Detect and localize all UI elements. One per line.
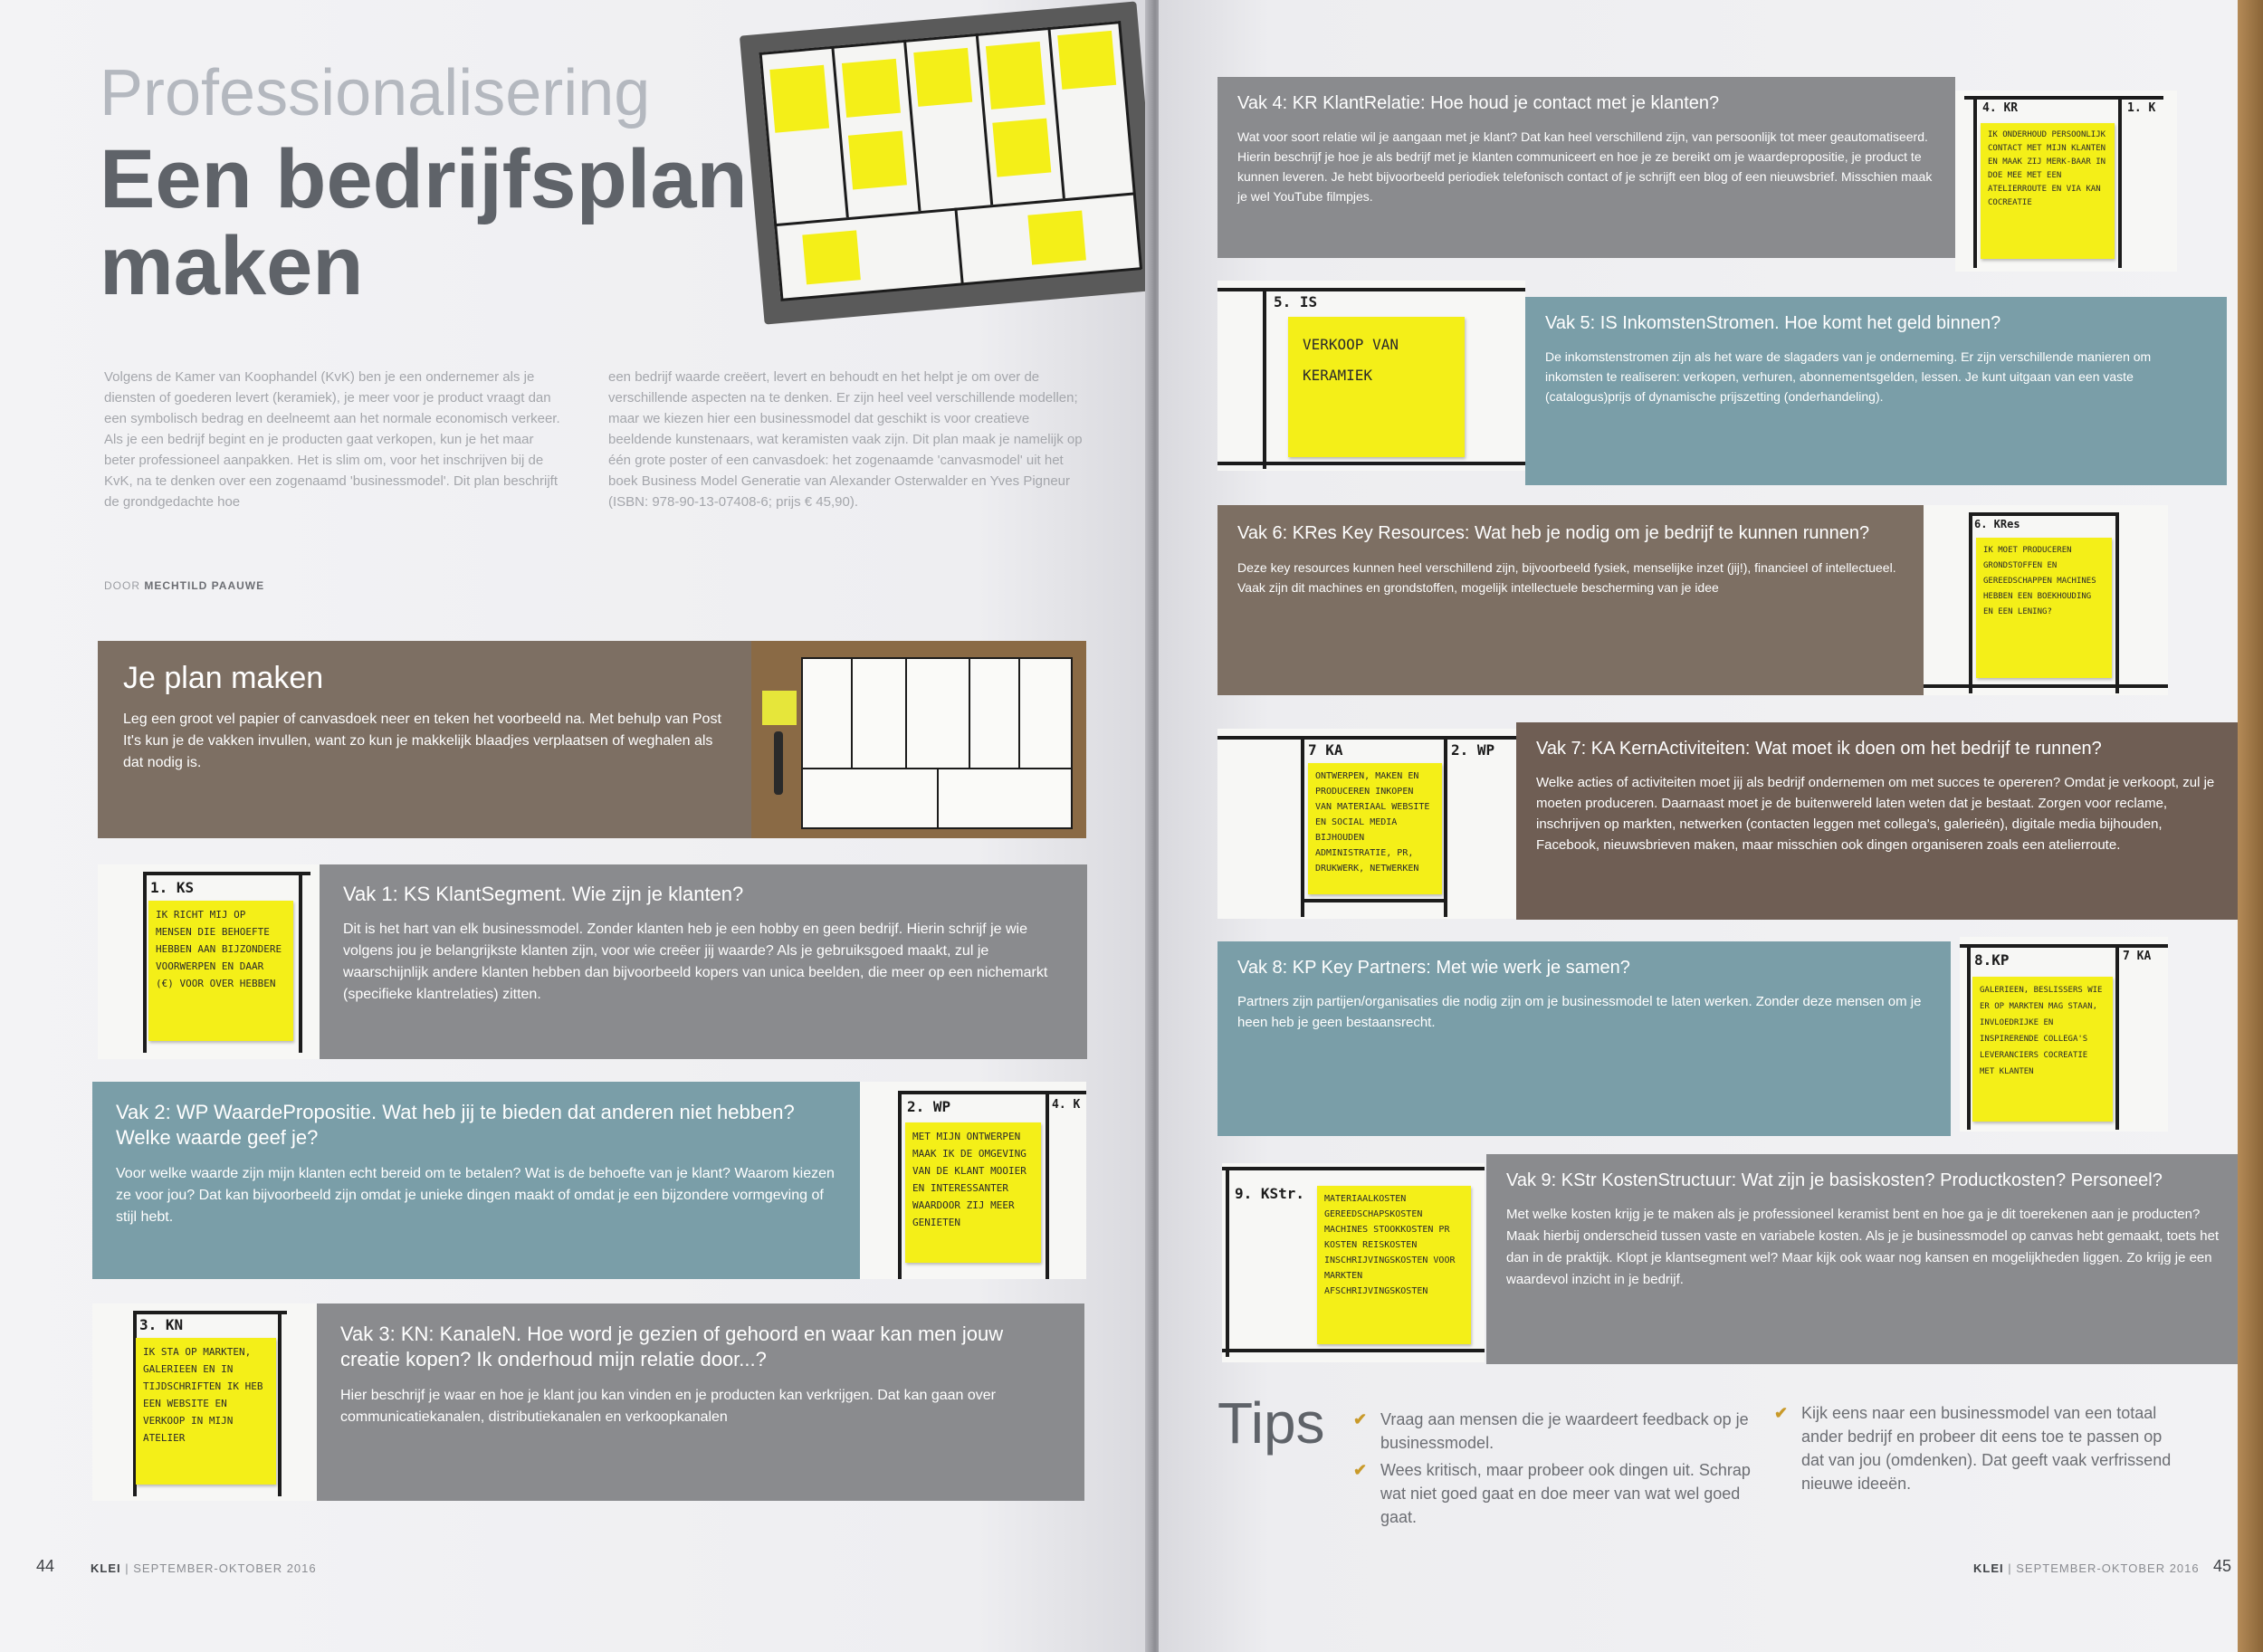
right-page [1159, 0, 2263, 1652]
vak1-box [320, 864, 1087, 1059]
checkmark-icon: ✔ [1353, 1461, 1368, 1479]
vak4-text: Wat voor soort relatie wil je aangaan met je klant? Dat kan heel verschillend zijn, van persoonlijk tot meer geautomatiseerd. Hierin beschrijf je hoe je als bedrijf met je klanten communiceert en hoe je ze bereikt om je waardepropositie, je product te kunnen leveren. Je hebt bijvoorbeeld periodiek telefonisch contact of je schrijft een blog of een nieuwsbrief. Misschien maak je wel YouTube filmpjes. [1237, 129, 1933, 204]
vak7-postit: ONTWERPEN, MAKEN EN PRODUCEREN INKOPEN VAN MATERIAAL WEBSITE EN SOCIAL MEDIA BIJHOUDEN ADMINISTRATIE, PR, DRUKWERK, NETWERKEN [1308, 763, 1442, 894]
vak6-photo [1924, 505, 2168, 695]
vak7-photo-label-2: 2. WP [1451, 741, 1495, 759]
vak9-photo-label: 9. KStr. [1235, 1185, 1305, 1202]
vak8-photo [1960, 937, 2168, 1132]
tip-item [1353, 1458, 1752, 1529]
tip-text: Wees kritisch, maar probeer ook dingen uit. Schrap wat niet goed gaat en doe meer van wat wel goed gaat. [1380, 1461, 1751, 1526]
vak8-heading: Vak 8: KP Key Partners: Met wie werk je samen? [1237, 958, 1630, 978]
plan-box [98, 641, 751, 838]
footer-left: KLEI | SEPTEMBER-OKTOBER 2016 [91, 1561, 317, 1575]
intro-column-1: Volgens de Kamer van Koophandel (KvK) ben je een ondernemer als je diensten of goederen levert (keramiek), je meer voor je product vraagt dan een symbolisch bedrag en deelneemt aan het normale economisch verkeer. Als je een bedrijf begint en je producten gaat verkopen, kun je het maar beter professioneel aanpakken. Het is slim om, voor het inschrijven bij de KvK, na te denken over een zogenaamd 'businessmodel'. Dit plan beschrijft de grondgedachte hoe [104, 369, 560, 510]
vak6-postit: IK MOET PRODUCEREN GRONDSTOFFEN EN GEREEDSCHAPPEN MACHINES HEBBEN EEN BOEKHOUDING EN EEN LENING? [1976, 538, 2112, 678]
vak1-heading: Vak 1: KS KlantSegment. Wie zijn je klanten? [343, 883, 744, 905]
checkmark-icon: ✔ [1353, 1410, 1368, 1428]
page-edge [2238, 0, 2263, 1652]
vak4-photo-label: 4. KR [1982, 101, 2019, 115]
vak4-postit: IK ONDERHOUD PERSOONLIJK CONTACT MET MIJN KLANTEN EN MAAK ZIJ MERK-BAAR IN DOE MEE MET EEN ATELIERROUTE EN VIA KAN COCREATIE [1981, 123, 2115, 259]
vak5-heading: Vak 5: IS InkomstenStromen. Hoe komt het geld binnen? [1545, 313, 2001, 333]
footer-issue-right: SEPTEMBER-OKTOBER 2016 [2016, 1561, 2200, 1575]
vak9-text: Met welke kosten krijg je te maken als je professioneel keramist bent en hoe ga je dit toerekenen aan je producten? Maak hierbij onderscheid tussen vaste en variabele kosten. Als je je businessmodel op canvas hebt gemaakt, toets het dan in de praktijk. Klopt je klantsegment wel? Maar kijk ook waar nog kansen en mogelijkheden liggen. Zo krijg je een waardevol inzicht in je bedrijf. [1506, 1207, 2220, 1287]
vak7-heading: Vak 7: KA KernActiviteiten: Wat moet ik doen om het bedrijf te runnen? [1536, 739, 2102, 759]
vak1-postit: IK RICHT MIJ OP MENSEN DIE BEHOEFTE HEBBEN AAN BIJZONDERE VOORWERPEN EN DAAR (€) VOOR OVER HEBBEN [148, 901, 293, 1041]
vak9-heading: Vak 9: KStr KostenStructuur: Wat zijn je basiskosten? Productkosten? Personeel? [1506, 1170, 2163, 1190]
byline [104, 579, 264, 592]
tips-list-2 [1774, 1401, 2172, 1499]
vak8-box [1217, 941, 1951, 1136]
vak7-text: Welke acties of activiteiten moet jij als bedrijf ondernemen om met succes te opereren? Omdat je verkoopt, zul je moeten produceren. Daarnaast moet je de buitenwereld laten weten dat je bestaat. Zorgen voor reclame, inschrijven op markten, netwerken (contacten leggen met collega's, galerieën), digitale media bijhouden, Facebook, nieuwsbrieven maken, maar misschien ook dingen organiseren zoals een atelierroute. [1536, 775, 2215, 853]
vak3-box [317, 1303, 1084, 1501]
vak4-box [1217, 77, 1955, 258]
vak2-photo [860, 1082, 1086, 1279]
vak1-photo [98, 864, 320, 1059]
vak3-text: Hier beschrijf je waar en hoe je klant jou kan vinden en je producten kan verkrijgen. Dat kan gaan over communicatiekanalen, distributiekanalen en verkoopkanalen [340, 1388, 996, 1425]
vak2-photo-label-2: 4. K [1052, 1098, 1081, 1112]
vak5-box [1525, 297, 2227, 485]
vak5-photo [1217, 281, 1525, 471]
vak4-heading: Vak 4: KR KlantRelatie: Hoe houd je contact met je klanten? [1237, 93, 1720, 113]
vak6-heading: Vak 6: KRes Key Resources: Wat heb je nodig om je bedrijf te kunnen runnen? [1237, 523, 1870, 543]
page-number-left: 44 [36, 1557, 55, 1575]
tip-text: Kijk eens naar een businessmodel van een totaal ander bedrijf en probeer dit eens toe te passen op dat van jou (omdenken). Dat geeft vaak verfrissend nieuwe ideeën. [1801, 1404, 2172, 1493]
vak2-box [92, 1082, 860, 1279]
tips-title: Tips [1217, 1390, 1325, 1456]
footer-brand-left: KLEI [91, 1561, 121, 1575]
tips-list-1 [1353, 1408, 1752, 1533]
vak7-photo [1217, 729, 1516, 919]
vak6-photo-label: 6. KRes [1974, 518, 2020, 530]
vak8-postit: GALERIEEN, BESLISSERS WIE ER OP MARKTEN MAG STAAN, INVLOEDRIJKE EN INSPIRERENDE COLLEGA'S LEVERANCIERS COCREATIE MET KLANTEN [1972, 977, 2113, 1122]
vak4-photo-label-2: 1. K [2127, 101, 2156, 115]
vak9-box [1486, 1154, 2247, 1364]
footer-right: KLEI | SEPTEMBER-OKTOBER 2016 [1973, 1561, 2200, 1575]
vak3-photo [92, 1303, 317, 1501]
tip-item [1353, 1408, 1752, 1455]
vak9-photo [1222, 1163, 1485, 1362]
checkmark-icon: ✔ [1774, 1404, 1789, 1422]
vak6-box [1217, 505, 1924, 695]
plan-photo [751, 641, 1086, 838]
byline-author: MECHTILD PAAUWE [144, 579, 265, 592]
tip-item [1774, 1401, 2172, 1495]
vak9-postit: MATERIAALKOSTEN GEREEDSCHAPSKOSTEN MACHINES STOOKKOSTEN PR KOSTEN REISKOSTEN INSCHRIJVINGSKOSTEN VOOR MARKTEN AFSCHRIJVINGSKOSTEN [1317, 1186, 1471, 1344]
vak8-photo-label-2: 7 KA [2123, 950, 2152, 963]
intro-column-2: een bedrijf waarde creëert, levert en behoudt en het helpt je om over de verschillende aspecten na te denken. Er zijn heel veel verschillende modellen; maar we kiezen hier een businessmodel dat geschikt is voor creatieve beeldende kunstenaars, wat keramisten vaak zijn. Dit plan maak je namelijk op één grote poster of een canvasdoek: het zogenaamde 'canvasmodel' uit het boek Business Model Generatie van Alexander Osterwalder en Yves Pigneur (ISBN: 978-90-13-07408-6; prijs € 45,90). [608, 369, 1083, 510]
vak3-postit: IK STA OP MARKTEN, GALERIEEN EN IN TIJDSCHRIFTEN IK HEB EEN WEBSITE EN VERKOOP IN MIJN ATELIER [136, 1338, 276, 1485]
article-kicker: Professionalisering [100, 57, 651, 129]
vak5-photo-label: 5. IS [1274, 293, 1318, 310]
vak7-box [1516, 722, 2239, 920]
vak2-photo-label: 2. WP [907, 1098, 951, 1115]
plan-text: Leg een groot vel papier of canvasdoek neer en teken het voorbeeld na. Met behulp van Post It's kun je de vakken invullen, want zo kun je makkelijk blaadjes verplaatsen of weghalen als dat nodig is. [123, 711, 721, 770]
vak1-text: Dit is het hart van elk businessmodel. Zonder klanten heb je een hobby en geen bedrijf. Hierin schrijf je wie volgens jou je belangrijkste klanten zijn, voor wie creëer jij waarde? Als je gebruiksgoed maakt, zul je waarschijnlijk andere klanten hebben dan bijvoorbeeld kopers van unica beelden, die meer op een nichemarkt (specifieke klantrelaties) zitten. [343, 921, 1048, 1002]
vak4-photo [1955, 91, 2177, 272]
vak3-photo-label: 3. KN [139, 1316, 184, 1333]
vak1-photo-label: 1. KS [150, 879, 195, 896]
footer-brand-right: KLEI [1973, 1561, 2004, 1575]
article-title: Een bedrijfsplan maken [100, 133, 748, 312]
vak8-photo-label: 8.KP [1974, 951, 2010, 969]
vak5-text: De inkomstenstromen zijn als het ware de slagaders van je onderneming. Er zijn verschillende manieren om inkomsten te realiseren: verkopen, verhuren, abonnementsgelden, lessen. Je kunt uitgaan van een vaste (catalogus)prijs of dynamische prijszetting (onderhandeling). [1545, 349, 2152, 404]
vak3-heading: Vak 3: KN: KanaleN. Hoe word je gezien of gehoord en waar kan men jouw creatie kopen? Ik onderhoud mijn relatie door...? [340, 1323, 1004, 1370]
tip-text: Vraag aan mensen die je waardeert feedback op je businessmodel. [1380, 1410, 1749, 1452]
page-number-right: 45 [2213, 1557, 2232, 1575]
footer-issue-left: SEPTEMBER-OKTOBER 2016 [133, 1561, 317, 1575]
vak2-heading: Vak 2: WP WaardePropositie. Wat heb jij te bieden dat anderen niet hebben? Welke waarde geef je? [116, 1101, 795, 1149]
vak5-postit: VERKOOP VAN KERAMIEK [1288, 317, 1465, 457]
vak2-text: Voor welke waarde zijn mijn klanten echt bereid om te betalen? Wat is de behoefte van je klant? Waarom kiezen ze voor jou? Dat kan bijvoorbeeld zijn omdat je unieke dingen maakt of omdat je een bijzondere vormgeving of stijl hebt. [116, 1166, 835, 1225]
vak6-text: Deze key resources kunnen heel verschillend zijn, bijvoorbeeld fysiek, menselijke inzet (jij!), financieel of intellectueel. Vaak zijn dit machines en grondstoffen, mogelijk intellectuele bescherming van je idee [1237, 560, 1896, 595]
byline-prefix: DOOR [104, 579, 140, 592]
vak2-postit: MET MIJN ONTWERPEN MAAK IK DE OMGEVING VAN DE KLANT MOOIER EN INTERESSANTER WAARDOOR ZIJ MEER GENIETEN [905, 1122, 1041, 1263]
vak8-text: Partners zijn partijen/organisaties die nodig zijn om je businessmodel te laten werken. Zonder deze mensen om je heen heb je geen bestaansrecht. [1237, 994, 1922, 1030]
vak7-photo-label: 7 KA [1308, 741, 1343, 759]
canvas-poster-photo [740, 1, 1150, 324]
plan-heading: Je plan maken [123, 661, 324, 695]
